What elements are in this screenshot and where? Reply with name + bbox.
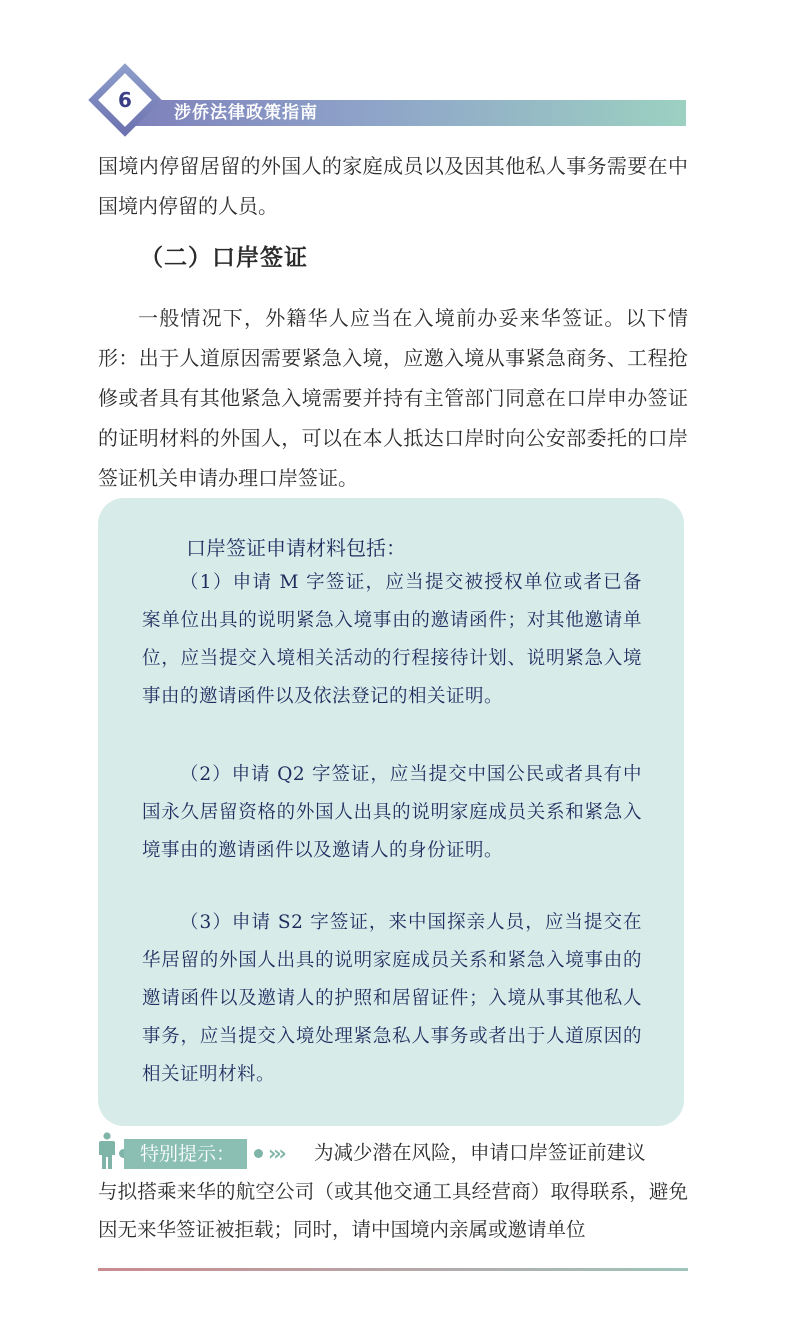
page-number: 6 [118, 88, 132, 112]
footer-divider [98, 1268, 688, 1271]
section-heading: （二）口岸签证 [140, 245, 308, 271]
main-paragraph: 一般情况下，外籍华人应当在入境前办妥来华签证。以下情形：出于人道原因需要紧急入境，应邀入境从事紧急商务、工程抢修或者具有其他紧急入境需要并持有主管部门同意在口岸申办签证的证明材料的外国人，可以在本人抵达口岸时向公安部委托的口岸签证机关申请办理口岸签证。 [98, 306, 688, 490]
tip-dot-right [254, 1149, 263, 1158]
header-title: 涉侨法律政策指南 [174, 103, 318, 123]
info-box-item: （1）申请 M 字签证，应当提交被授权单位或者已备案单位出具的说明紧急入境事由的邀请函件；对其他邀请单位，应当提交入境相关活动的行程接待计划、说明紧急入境事由的邀请函件以及依法登记的相关证明。 [142, 572, 642, 707]
info-box-title: 口岸签证申请材料包括： [186, 536, 406, 560]
intro-paragraph: 国境内停留居留的外国人的家庭成员以及因其他私人事务需要在中国境内停留的人员。 [98, 154, 688, 218]
info-box-item: （3）申请 S2 字签证，来中国探亲人员，应当提交在华居留的外国人出具的说明家庭成员关系和紧急入境事由的邀请函件以及邀请人的护照和居留证件；入境从事其他私人事务，应当提交入境处理紧急私人事务或者出于人道原因的相关证明材料。 [142, 912, 642, 1085]
special-tip-label: 特别提示： [124, 1139, 247, 1169]
triple-chevron-icon: ››› [268, 1141, 284, 1165]
person-icon [98, 1132, 116, 1170]
info-box-item: （2）申请 Q2 字签证，应当提交中国公民或者具有中国永久居留资格的外国人出具的说明家庭成员关系和紧急入境事由的邀请函件以及邀请人的身份证明。 [142, 764, 642, 861]
special-tip-text: 与拟搭乘来华的航空公司（或其他交通工具经营商）取得联系，避免因无来华签证被拒载；同时，请中国境内亲属或邀请单位 [98, 1180, 688, 1241]
special-tip-text-first-line: 为减少潜在风险，申请口岸签证前建议 [314, 1141, 646, 1164]
